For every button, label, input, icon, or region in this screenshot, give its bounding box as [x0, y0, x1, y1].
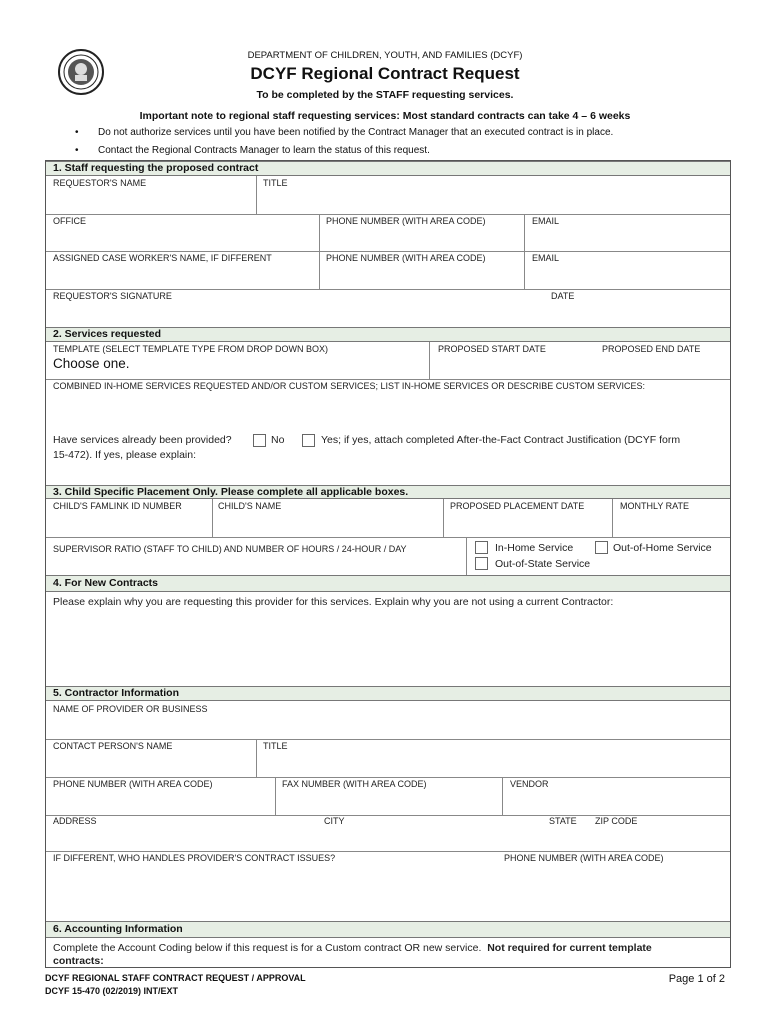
monthly-rate-label: MONTHLY RATE: [620, 501, 690, 511]
no-checkbox[interactable]: [253, 434, 266, 447]
email-field-2[interactable]: [526, 266, 728, 288]
page-title: DCYF Regional Contract Request: [250, 64, 520, 83]
template-label: TEMPLATE (SELECT TEMPLATE TYPE FROM DROP DOWN BOX): [53, 344, 329, 354]
section-3-header: 3. Child Specific Placement Only. Please complete all applicable boxes.: [46, 485, 730, 499]
case-worker-label: ASSIGNED CASE WORKER'S NAME, IF DIFFERENT: [53, 253, 272, 263]
new-contract-explain-label: Please explain why you are requesting this provider for this services. Explain why you are not using a current Contractor:: [53, 596, 614, 608]
in-home-label: In-Home Service: [495, 542, 574, 554]
child-name-label: CHILD'S NAME: [218, 501, 282, 511]
office-label: OFFICE: [53, 216, 86, 226]
out-of-home-label: Out-of-Home Service: [613, 542, 712, 554]
bullet-item: • Contact the Regional Contracts Manager to learn the status of this request.: [75, 145, 430, 156]
zip-label: ZIP CODE: [595, 816, 638, 826]
supervisor-ratio-label: SUPERVISOR RATIO (STAFF TO CHILD) AND NUMBER OF HOURS / 24-HOUR / DAY: [53, 544, 407, 554]
office-field[interactable]: [46, 229, 318, 250]
phone-label: PHONE NUMBER (WITH AREA CODE): [326, 216, 486, 226]
accounting-instructions: Complete the Account Coding below if this request is for a Custom contract OR new service. Not required for current template: [53, 942, 652, 954]
contract-issues-field[interactable]: [50, 867, 726, 917]
placement-date-label: PROPOSED PLACEMENT DATE: [450, 501, 585, 511]
explain-provided-field[interactable]: [50, 463, 726, 483]
no-label: No: [271, 434, 285, 446]
provider-name-field[interactable]: [46, 717, 728, 738]
address-label: ADDRESS: [53, 816, 97, 826]
section-4-header: 4. For New Contracts: [46, 575, 730, 592]
fax-field[interactable]: [277, 792, 501, 813]
template-dropdown[interactable]: Choose one.: [53, 356, 130, 371]
requestor-name-field[interactable]: [46, 191, 254, 213]
email-label-2: EMAIL: [532, 253, 560, 263]
contact-name-field[interactable]: [46, 754, 254, 775]
contact-title-field[interactable]: [258, 754, 728, 775]
case-worker-field[interactable]: [46, 266, 318, 288]
end-date-label: PROPOSED END DATE: [602, 344, 701, 354]
monthly-rate-field[interactable]: [614, 514, 728, 535]
famlink-field[interactable]: [46, 514, 210, 535]
date-label: DATE: [551, 291, 575, 301]
important-note: Important note to regional staff requesting services: Most standard contracts can take 4 – 6 weeks: [139, 110, 631, 122]
new-contract-explain-field[interactable]: [50, 611, 726, 683]
requestor-title-field[interactable]: [258, 191, 728, 213]
contract-issues-phone-label: PHONE NUMBER (WITH AREA CODE): [504, 853, 664, 863]
out-of-state-checkbox[interactable]: [475, 557, 488, 570]
footer-form-number: DCYF 15-470 (02/2019) INT/EXT: [45, 986, 179, 996]
yes-label-continued: 15-472). If yes, please explain:: [53, 449, 197, 461]
placement-date-field[interactable]: [445, 514, 611, 535]
accounting-instructions-cont: contracts:: [53, 955, 104, 967]
combined-services-field[interactable]: [50, 395, 726, 429]
signature-field[interactable]: [46, 304, 728, 326]
start-date-label: PROPOSED START DATE: [438, 344, 546, 354]
contact-name-label: CONTACT PERSON'S NAME: [53, 741, 173, 751]
requestor-name-label: REQUESTOR'S NAME: [53, 178, 147, 188]
child-name-field[interactable]: [214, 514, 442, 535]
vendor-label: VENDOR: [510, 779, 549, 789]
in-home-checkbox[interactable]: [475, 541, 488, 554]
email-label: EMAIL: [532, 216, 560, 226]
section-5-header: 5. Contractor Information: [46, 686, 730, 701]
contact-title-label: TITLE: [263, 741, 288, 751]
department-name: DEPARTMENT OF CHILDREN, YOUTH, AND FAMILIES (DCYF): [247, 50, 523, 61]
page-subtitle: To be completed by the STAFF requesting services.: [256, 89, 514, 101]
start-date-field[interactable]: [432, 357, 592, 377]
vendor-field[interactable]: [504, 792, 728, 813]
yes-checkbox[interactable]: [302, 434, 315, 447]
footer-form-name: DCYF REGIONAL STAFF CONTRACT REQUEST / APPROVAL: [45, 973, 306, 983]
section-2-header: 2. Services requested: [46, 327, 730, 342]
contract-request-form: [45, 160, 731, 968]
phone-label-2: PHONE NUMBER (WITH AREA CODE): [326, 253, 486, 263]
end-date-field[interactable]: [596, 357, 728, 377]
provider-phone-label: PHONE NUMBER (WITH AREA CODE): [53, 779, 213, 789]
email-field[interactable]: [526, 229, 728, 250]
bullet-item: • Do not authorize services until you have been notified by the Contract Manager that an executed contract is in place.: [75, 127, 614, 138]
out-of-state-label: Out-of-State Service: [495, 558, 591, 570]
combined-services-label: COMBINED IN-HOME SERVICES REQUESTED AND/OR CUSTOM SERVICES; LIST IN-HOME SERVICES OR DESCRIBE CUSTOM SERVICES:: [53, 381, 645, 391]
title-label: TITLE: [263, 178, 288, 188]
signature-label: REQUESTOR'S SIGNATURE: [53, 291, 172, 301]
phone-field-2[interactable]: [321, 266, 523, 288]
section-1-header: 1. Staff requesting the proposed contract: [46, 161, 730, 176]
address-field[interactable]: [46, 829, 728, 850]
page-number: Page 1 of 2: [668, 973, 725, 985]
services-provided-question: Have services already been provided?: [53, 434, 232, 446]
phone-field[interactable]: [321, 229, 523, 250]
famlink-label: CHILD'S FAMLINK ID NUMBER: [53, 501, 182, 511]
yes-label: Yes; if yes, attach completed After-the-Fact Contract Justification (DCYF form: [321, 434, 681, 446]
section-6-header: 6. Accounting Information: [46, 921, 730, 938]
provider-name-label: NAME OF PROVIDER OR BUSINESS: [53, 704, 208, 714]
state-label: STATE: [549, 816, 577, 826]
fax-label: FAX NUMBER (WITH AREA CODE): [282, 779, 427, 789]
provider-phone-field[interactable]: [46, 792, 274, 813]
out-of-home-checkbox[interactable]: [595, 541, 608, 554]
contract-issues-label: IF DIFFERENT, WHO HANDLES PROVIDER'S CONTRACT ISSUES?: [53, 853, 336, 863]
city-label: CITY: [324, 816, 345, 826]
